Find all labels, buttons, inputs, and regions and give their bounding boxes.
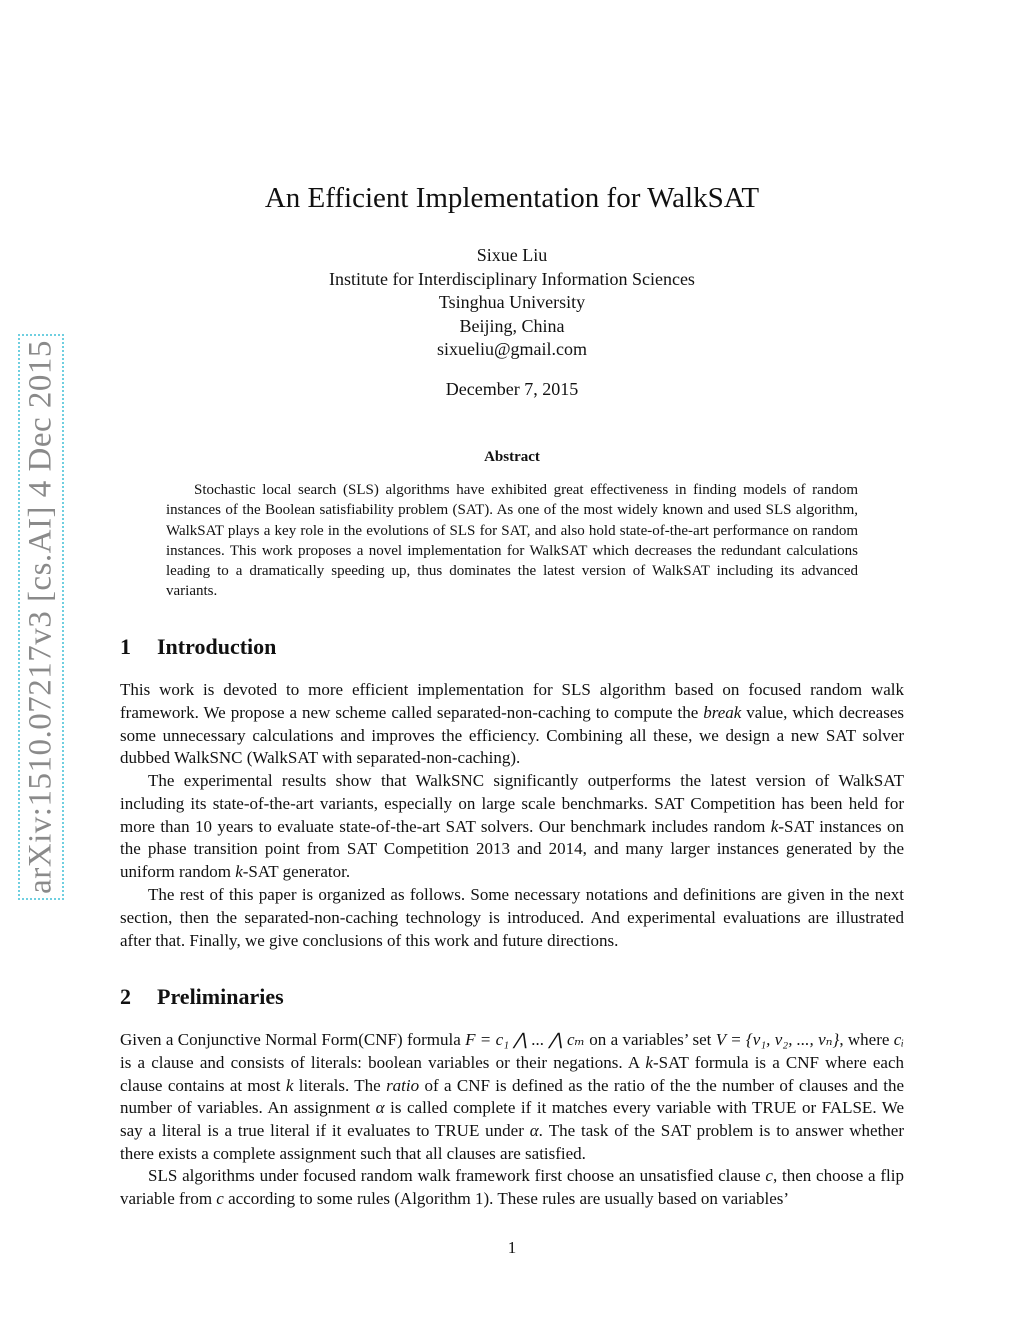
paper-title: An Efficient Implementation for WalkSAT bbox=[264, 182, 760, 214]
section-title: Preliminaries bbox=[157, 984, 284, 1009]
intro-paragraph-2: The experimental results show that WalkSNC significantly outperforms the latest version of WalkSAT including its state-of-the-art variants, especially on large scale benchmarks. SAT Competition has been held for more than 10 years to evaluate state-of-the-art SAT solvers. Our benchmark includes random k-SAT instances on the phase transition point from SAT Competition 2013 and 2014, and many larger instances generated by the uniform random k-SAT generator. bbox=[120, 771, 904, 882]
author-university: Tsinghua University bbox=[438, 292, 586, 312]
section-number: 1 bbox=[120, 634, 131, 659]
arxiv-stamp bbox=[18, 334, 64, 900]
paper-date: December 7, 2015 bbox=[445, 379, 579, 399]
prelim-paragraph-1: Given a Conjunctive Normal Form(CNF) formula F = c₁ ⋀ ... ⋀ cₘ on a variables’ set V = {v₁, v₂, ..., vₙ}, where cᵢ is a clause and consists of literals: boolean variables or their negations. A k-SAT formula is a CNF where each clause contains at most k literals. The ratio of a CNF is defined as the ratio of the the number of clauses and the number of variables. An assignment α is called complete if it matches every variable with TRUE or FALSE. We say a literal is a true literal if it evaluates to TRUE under α. The task of the SAT problem is to answer whether there exists a complete assignment such that all clauses are satisfied. bbox=[120, 1030, 905, 1163]
author-location: Beijing, China bbox=[459, 316, 565, 336]
section-heading-introduction bbox=[120, 634, 276, 660]
abstract-heading: Abstract bbox=[484, 449, 540, 465]
author-institute: Institute for Interdisciplinary Information Sciences bbox=[329, 269, 695, 289]
prelim-paragraph-2: SLS algorithms under focused random walk framework first choose an unsatisfied clause c, then choose a flip variable from c according to some rules (Algorithm 1). These rules are usually based on variables’ bbox=[120, 1166, 904, 1208]
arxiv-identifier: arXiv:1510.07217v3 [cs.AI] 4 Dec 2015 bbox=[22, 340, 59, 894]
page-number: 1 bbox=[507, 1238, 517, 1257]
section-title: Introduction bbox=[157, 634, 277, 659]
intro-paragraph-1: This work is devoted to more efficient implementation for SLS algorithm based on focused random walk framework. We propose a new scheme called separated-non-caching to compute the break value, which decreases some unnecessary calculations and improves the efficiency. Combining all these, we design a new SAT solver dubbed WalkSNC (WalkSAT with separated-non-caching). bbox=[120, 680, 904, 768]
author-email: sixueliu@gmail.com bbox=[436, 339, 588, 359]
section-number: 2 bbox=[120, 984, 131, 1009]
abstract-text: Stochastic local search (SLS) algorithms have exhibited great effectiveness in finding models of random instances of the Boolean satisfiability problem (SAT). As one of the most widely known and used SLS algorithm, WalkSAT plays a key role in the evolutions of SLS for SAT, and also hold state-of-the-art performance on random instances. This work proposes a novel implementation for WalkSAT which decreases the redundant calculations leading to a dramatically speeding up, thus dominates the latest version of WalkSAT including its advanced variants. bbox=[166, 482, 858, 600]
author-name: Sixue Liu bbox=[476, 245, 548, 265]
section-heading-preliminaries bbox=[120, 984, 284, 1010]
intro-paragraph-3: The rest of this paper is organized as follows. Some necessary notations and definitions are given in the next section, then the separated-non-caching technology is introduced. And experimental evaluations are illustrated after that. Finally, we give conclusions of this work and future directions. bbox=[120, 885, 904, 950]
